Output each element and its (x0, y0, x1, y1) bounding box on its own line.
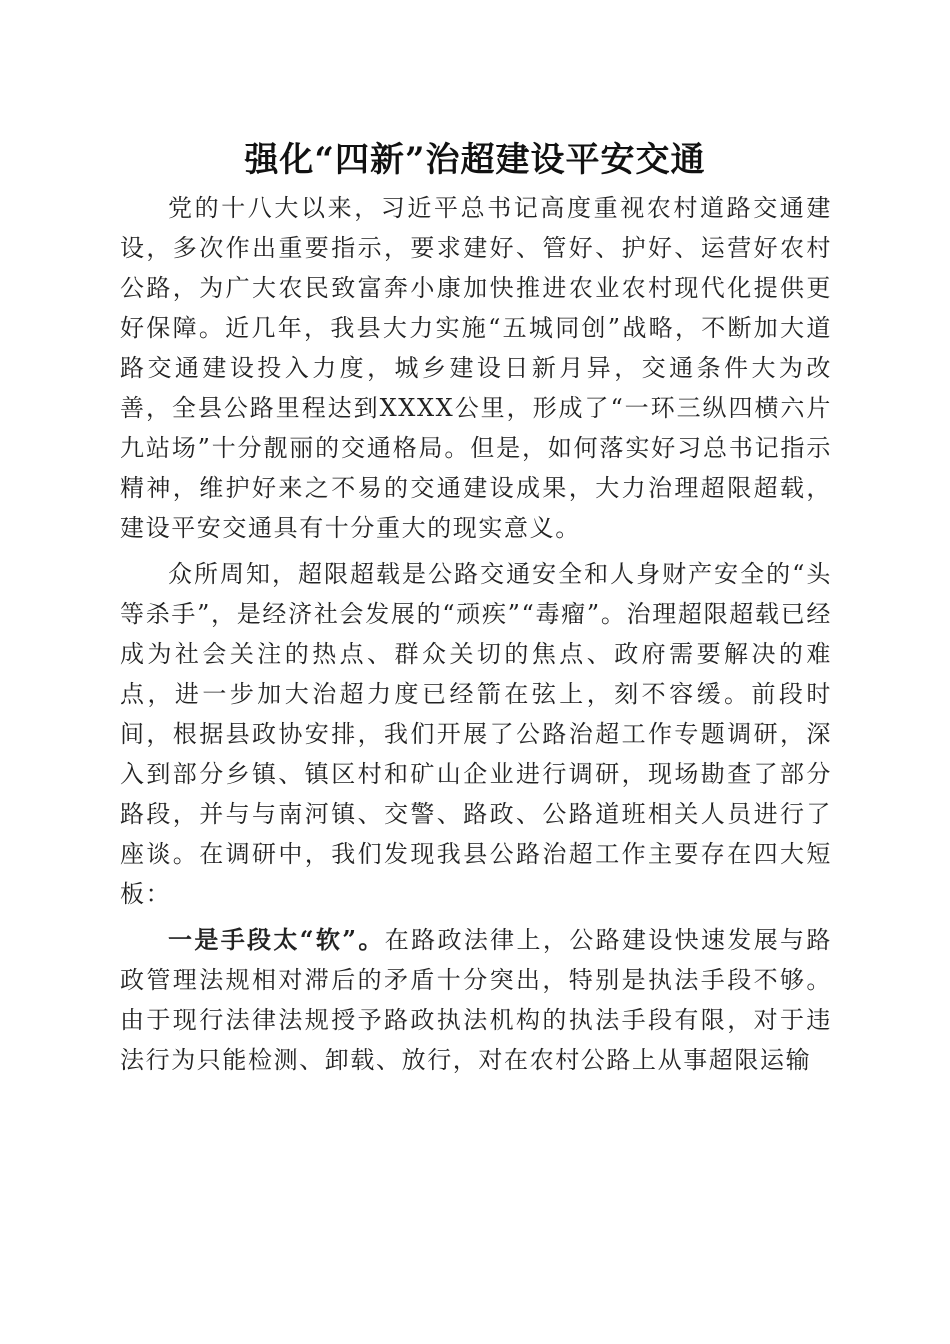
paragraph-intro: 党的十八大以来，习近平总书记高度重视农村道路交通建设，多次作出重要指示，要求建好、管好、护好、运营好农村公路，为广大农民致富奔小康加快推进农业农村现代化提供更好保障。近几年，我县大力实施“五城同创”战略，不断加大道路交通建设投入力度，城乡建设日新月异，交通条件大为改善，全县公路里程达到XXXX公里，形成了“一环三纵四横六片九站场”十分靓丽的交通格局。但是，如何落实好习总书记指示精神，维护好来之不易的交通建设成果，大力治理超限超载，建设平安交通具有十分重大的现实意义。 (120, 194, 832, 542)
document-title: 强化“四新”治超建设平安交通 (244, 140, 706, 180)
point-one-heading: 一是手段太“软”。 (168, 925, 385, 954)
paragraph-problems: 众所周知，超限超载是公路交通安全和人身财产安全的“头等杀手”，是经济社会发展的“顽疾”“毒瘤”。治理超限超载已经成为社会关注的热点、群众关切的焦点、政府需要解决的难点，进一步加大治超力度已经箭在弦上，刻不容缓。前段时间，根据县政协安排，我们开展了公路治超工作专题调研，深入到部分乡镇、镇区村和矿山企业进行调研，现场勘查了部分路段，并与与南河镇、交警、路政、公路道班相关人员进行了座谈。在调研中，我们发现我县公路治超工作主要存在四大短板： (120, 560, 832, 908)
document-body (120, 188, 832, 1080)
point-one-text: 在路政法律上，公路建设快速发展与路政管理法规相对滞后的矛盾十分突出，特别是执法手段不够。由于现行法律法规授予路政执法机构的执法手段有限，对于违法行为只能检测、卸载、放行，对在农村公路上从事超限运输 (120, 926, 832, 1074)
paragraph-point-one (120, 920, 832, 1080)
